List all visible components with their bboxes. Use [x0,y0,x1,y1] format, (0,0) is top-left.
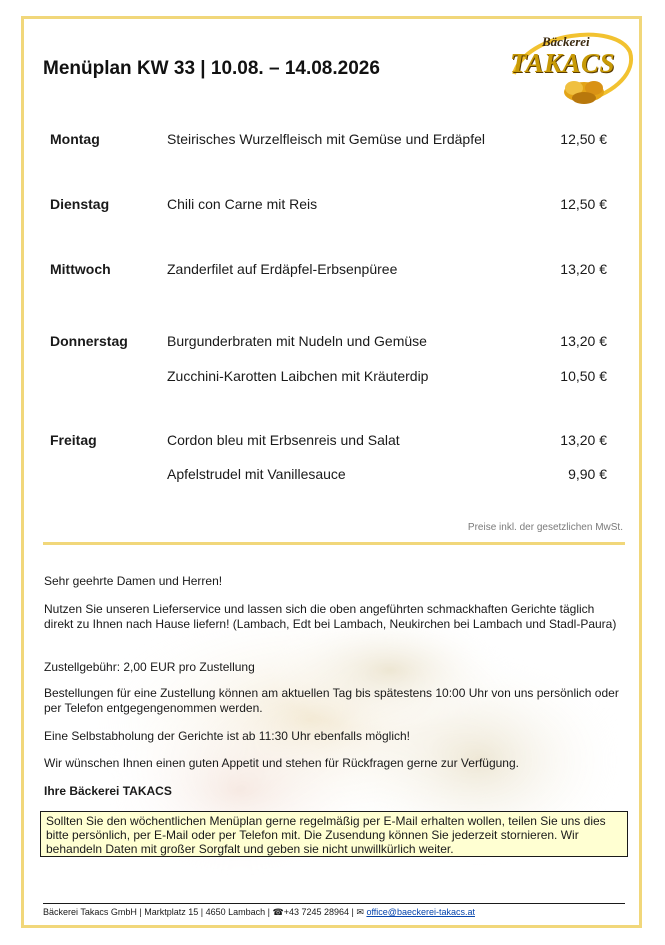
footer-phone: +43 7245 28964 [283,907,350,917]
newsletter-notice: Sollten Sie den wöchentlichen Menüplan gerne regelmäßig per E-Mail erhalten wollen, teilen Sie uns dies bitte persönlich, per E-Mail oder per Telefon mit. Die Zusendung können Sie jederzeit stornieren. Wir behandeln Daten mit großer Sorgfalt und geben sie nicht unwillkürlich weiter. [40,811,628,857]
footer-divider [43,903,625,904]
menu-day: Mittwoch [50,261,111,277]
menu-dish: Cordon bleu mit Erbsenreis und Salat [167,432,400,448]
page-title: Menüplan KW 33 | 10.08. – 14.08.2026 [43,58,380,79]
order-paragraph: Bestellungen für eine Zustellung können am aktuellen Tag bis spätestens 10:00 Uhr von uns persönlich oder per Telefon entgegengenommen werden. [44,686,619,715]
tax-note: Preise inkl. der gesetzlichen MwSt. [467,522,623,533]
menu-dish: Zucchini-Karotten Laibchen mit Kräuterdip [167,368,429,384]
menu-day: Freitag [50,432,97,448]
delivery-paragraph: Nutzen Sie unseren Lieferservice und lassen sich die oben angeführten schmackhaften Gerichte täglich direkt zu Ihnen nach Hause liefern! (Lambach, Edt bei Lambach, Neukirchen bei Lambach und Stadl-Paura) [44,602,617,631]
signature: Ihre Bäckerei TAKACS [44,784,172,798]
menu-price: 13,20 € [560,432,607,448]
logo-bakery-text: Bäckerei [542,34,590,49]
logo-takacs-text: TAKACS [510,48,616,78]
greeting: Sehr geehrte Damen und Herren! [44,574,223,588]
closing-paragraph: Wir wünschen Ihnen einen guten Appetit und stehen für Rückfragen gerne zur Verfügung. [44,756,519,770]
menu-price: 13,20 € [560,333,607,349]
menu-dish: Chili con Carne mit Reis [167,196,318,212]
menu-dish: Apfelstrudel mit Vanillesauce [167,466,346,482]
envelope-icon: ✉ [356,907,364,917]
menu-day: Donnerstag [50,333,128,349]
menu-dish: Burgunderbraten mit Nudeln und Gemüse [167,333,427,349]
section-divider [43,542,625,545]
menu-price: 9,90 € [568,466,607,482]
menu-dish: Zanderfilet auf Erdäpfel-Erbsenpüree [167,261,398,277]
menu-dish: Steirisches Wurzelfleisch mit Gemüse und Erdäpfel [167,131,485,147]
phone-icon: ☎ [272,907,284,917]
menu-price: 12,50 € [560,131,607,147]
delivery-fee: Zustellgebühr: 2,00 EUR pro Zustellung [44,660,255,674]
footer-separator: | [351,907,354,917]
footer [43,907,475,918]
footer-company: Bäckerei Takacs GmbH | Marktplatz 15 | 4650 Lambach | [43,907,270,917]
menu-price: 10,50 € [560,368,607,384]
footer-email-link[interactable]: office@baeckerei-takacs.at [366,907,475,917]
menu-day: Dienstag [50,196,110,212]
menu-price: 13,20 € [560,261,607,277]
pickup-paragraph: Eine Selbstabholung der Gerichte ist ab 11:30 Uhr ebenfalls möglich! [44,729,410,743]
menu-price: 12,50 € [560,196,607,212]
menu-day: Montag [50,131,100,147]
